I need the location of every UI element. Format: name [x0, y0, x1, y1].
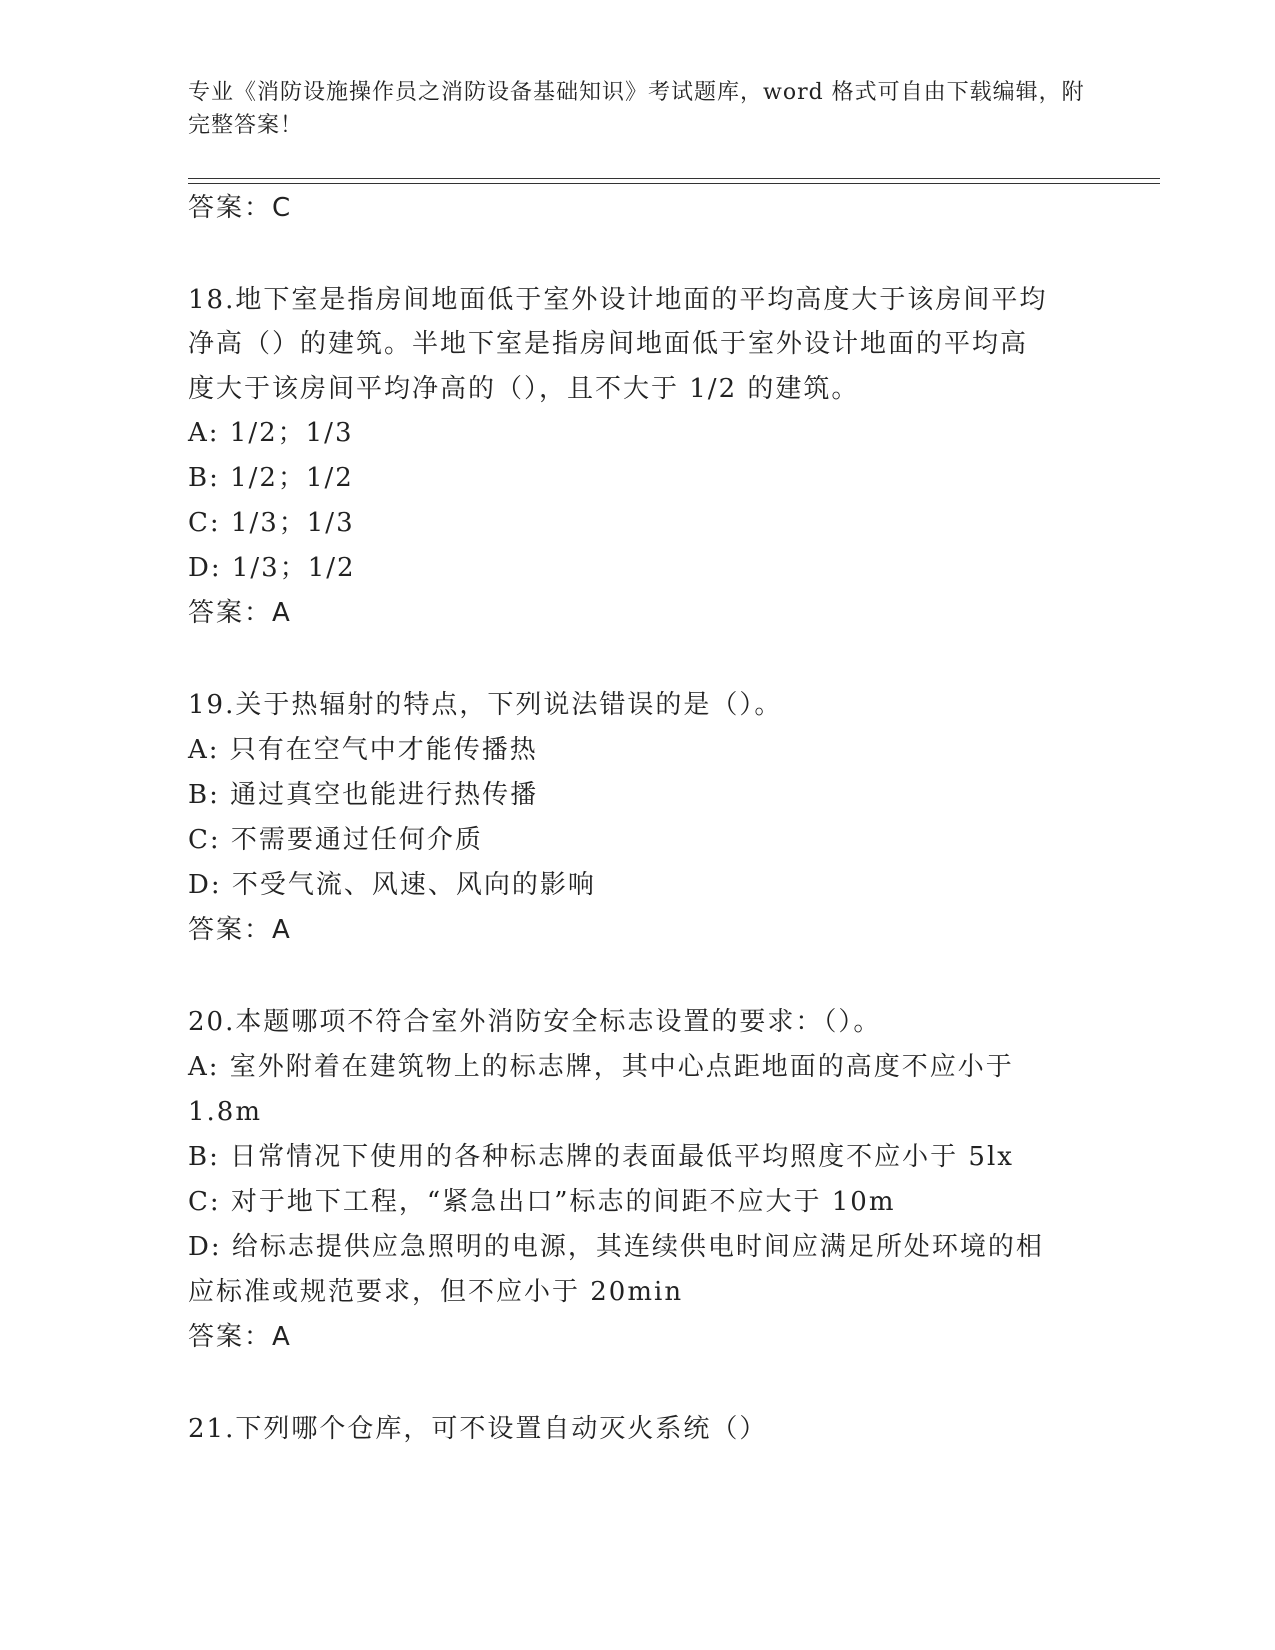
q18-stem-line-1: 18.地下室是指房间地面低于室外设计地面的平均高度大于该房间平均: [188, 285, 1048, 315]
q21-stem: 21.下列哪个仓库，可不设置自动灭火系统（）: [188, 1414, 768, 1444]
q18-option-c: C: 1/3；1/3: [188, 508, 355, 538]
q19-option-c: C: 不需要通过任何介质: [188, 825, 483, 855]
q19-option-b: B: 通过真空也能进行热传播: [188, 780, 539, 810]
document-header: 专业《消防设施操作员之消防设备基础知识》考试题库，word 格式可自由下载编辑，附完整答案！: [188, 80, 1085, 138]
header-divider-bottom: [188, 183, 1160, 184]
q20-stem: 20.本题哪项不符合室外消防安全标志设置的要求：（）。: [188, 1007, 882, 1037]
q20-option-a-line-1: A: 室外附着在建筑物上的标志牌，其中心点距地面的高度不应小于: [188, 1052, 1014, 1082]
header-divider-top: [188, 178, 1160, 179]
answer-q18: 答案：A: [188, 598, 292, 628]
q20-option-d-line-2: 应标准或规范要求，但不应小于 20min: [188, 1277, 684, 1307]
q19-option-d: D: 不受气流、风速、风向的影响: [188, 870, 596, 900]
q20-option-d-line-1: D: 给标志提供应急照明的电源，其连续供电时间应满足所处环境的相: [188, 1232, 1044, 1262]
q19-stem: 19.关于热辐射的特点，下列说法错误的是（）。: [188, 690, 783, 720]
q19-option-a: A: 只有在空气中才能传播热: [188, 735, 538, 765]
answer-q20: 答案：A: [188, 1322, 292, 1352]
q18-option-d: D: 1/3；1/2: [188, 553, 356, 583]
answer-q19: 答案：A: [188, 915, 292, 945]
answer-q17: 答案：C: [188, 193, 293, 223]
q20-option-c: C: 对于地下工程，“紧急出口”标志的间距不应大于 10m: [188, 1187, 896, 1217]
q18-option-b: B: 1/2；1/2: [188, 463, 354, 493]
q18-stem-line-3: 度大于该房间平均净高的（），且不大于 1/2 的建筑。: [188, 374, 860, 404]
q20-option-b: B: 日常情况下使用的各种标志牌的表面最低平均照度不应小于 5lx: [188, 1142, 1014, 1172]
q18-option-a: A: 1/2；1/3: [188, 418, 354, 448]
q20-option-a-line-2: 1.8m: [188, 1097, 263, 1127]
q18-stem-line-2: 净高（）的建筑。半地下室是指房间地面低于室外设计地面的平均高: [188, 329, 1029, 359]
